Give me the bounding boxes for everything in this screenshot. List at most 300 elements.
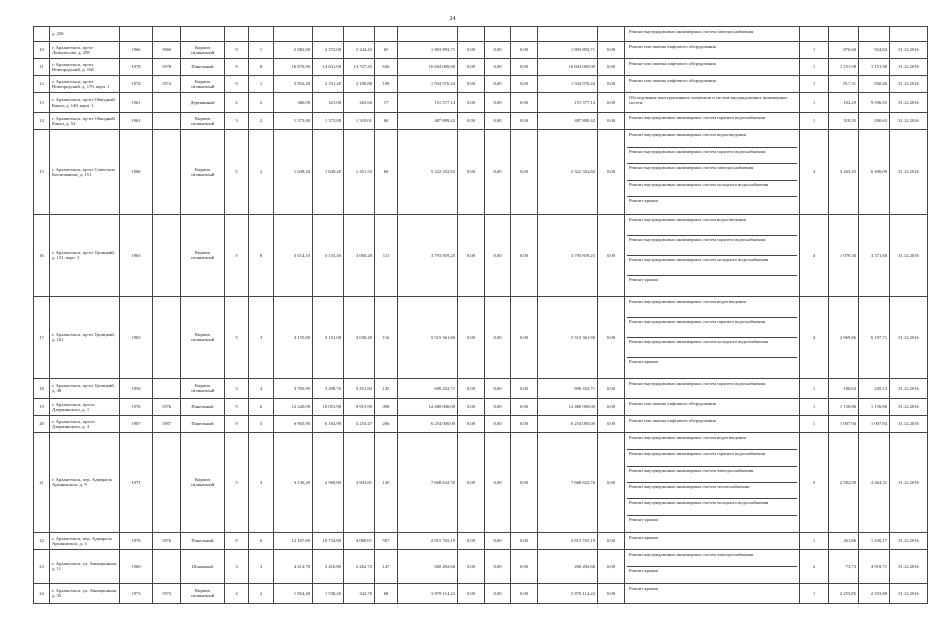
page-number: 24 [449,16,456,22]
cell-z: 0,00 [598,113,625,130]
cell-s1 [398,27,458,42]
cell-fl: 5 [225,296,249,378]
cell-s2: 0,00 [458,76,485,93]
work-item: Ремонт внутридомовых инженерных систем водоотведения [627,298,797,318]
cell-s5: 5 515 361,86 [538,296,598,378]
cell-s1: 5 322 352,82 [398,130,458,215]
cell-n: 23 [34,549,50,583]
cell-address: г. Архангельск, просп. Дзержинского, д. 1 [50,398,120,415]
work-item: Ремонт внутридомовых инженерных систем горячего водоснабжения [627,318,797,338]
cell-en [249,27,274,42]
cell-units: 4 [800,296,829,378]
cell-a1: 1 854,40 [274,583,313,603]
cell-a1: 4 414,70 [274,549,313,583]
cell-a2: 1 573,80 [313,113,344,130]
cell-date: 31.12.2016 [890,130,928,215]
cell-z: 0,00 [598,76,625,93]
work-item: Ремонт внутридомовых инженерных систем холодного водоснабжения [627,499,797,515]
cell-s5: 690 452,71 [538,378,598,398]
cell-date: 31.12.2016 [890,76,928,93]
cell-s3: 0,00 [485,378,511,398]
work-item: Ремонт внутридомовых инженерных систем холодного водоснабжения [627,256,797,276]
cell-date: 31.12.2016 [890,93,928,113]
cell-s5: 151 577,14 [538,93,598,113]
cell-units: 4 [800,214,829,296]
cell-c1: 73,73 [829,549,859,583]
cell-s2: 0,00 [458,432,485,532]
table-row [34,296,928,378]
cell-z: 0,00 [598,214,625,296]
cell-mat: Кирпич силикатный [181,113,225,130]
cell-c1: 817,31 [829,76,859,93]
cell-a2: 2 968,80 [313,432,344,532]
cell-a2: 6 164,90 [313,415,344,432]
cell-s3: 0,00 [485,432,511,532]
works-cell [625,532,800,549]
cell-s5: 7 668 632,76 [538,432,598,532]
table-row [34,214,928,296]
cell-c2: 4 464,31 [859,432,890,532]
works-cell [625,398,800,415]
cell-y1: 1976 [120,532,153,549]
cell-address: г. Архангельск, пр-кт Троицкий, д. 131, корп. 3 [50,214,120,296]
cell-address: г. Архангельск, пер. Адмирала Арханнельск, д. 3 [50,532,120,549]
cell-s4: 0,00 [511,583,538,603]
cell-date: 31.12.2016 [890,378,928,398]
cell-y2 [153,93,181,113]
cell-units: 3 [800,130,829,215]
cell-fl: 9 [225,42,249,59]
cell-c2: 1 430,17 [859,532,890,549]
cell-fl: 9 [225,398,249,415]
cell-res [375,27,398,42]
cell-c1: 1 151,98 [829,59,859,76]
cell-a2: 1 649,20 [313,130,344,215]
cell-mat: Панельный [181,415,225,432]
cell-y2 [153,214,181,296]
cell-n: 19 [34,398,50,415]
work-item: Обследование конструктивных элементов и систем внутридомовых инженерных систем [629,95,788,106]
cell-y1: 1973 [120,583,153,603]
cell-date: 31.12.2016 [890,415,928,432]
cell-s2: 0,00 [458,583,485,603]
cell-c2: 6 197,71 [859,296,890,378]
cell-s3: 0,00 [485,415,511,432]
table-row [34,398,928,415]
cell-date: 31.12.2016 [890,532,928,549]
cell-s5: 487 889,42 [538,113,598,130]
cell-en: 3 [249,415,274,432]
cell-n: 10 [34,42,50,59]
cell-s3: 0,00 [485,398,511,415]
cell-units: 1 [800,113,829,130]
cell-a1: 1 649,20 [274,130,313,215]
cell-s4: 0,00 [511,398,538,415]
cell-c2: 6 496,09 [859,130,890,215]
cell-fl: 9 [225,415,249,432]
cell-z: 0,00 [598,296,625,378]
cell-units: 1 [800,59,829,76]
cell-z: 0,00 [598,415,625,432]
works-cell [625,583,800,603]
table-row [34,549,928,583]
cell-mat: Деревянный [181,93,225,113]
cell-en: 2 [249,113,274,130]
cell-res: 108 [375,76,398,93]
cell-n: 20 [34,415,50,432]
works-cell [625,415,800,432]
cell-c1: 2 582,90 [829,432,859,532]
work-item: Ремонт или замена лифтового оборудования [629,417,716,423]
cell-mat: Панельный [181,59,225,76]
cell-c2: 830,46 [859,76,890,93]
cell-mat: Кирпич силикатный [181,583,225,603]
cell-en: 4 [249,378,274,398]
work-item: Ремонт или замена лифтового оборудования [629,400,716,406]
cell-c2 [859,27,890,42]
table-row [34,93,928,113]
cell-s5: 3 878 114,22 [538,583,598,603]
cell-mat: Кирпич силикатный [181,42,225,59]
table-row [34,130,928,215]
cell-s4: 0,00 [511,93,538,113]
cell-a2: 10 734,80 [313,532,344,549]
cell-s5: 1 934 976,44 [538,76,598,93]
cell-s4: 0,00 [511,432,538,532]
cell-fl: 9 [225,76,249,93]
cell-n: 17 [34,296,50,378]
cell-s2: 0,00 [458,378,485,398]
cell-s1: 7 668 632,76 [398,432,458,532]
table-row [34,415,928,432]
cell-s1: 1 934 976,44 [398,76,458,93]
cell-a2: 321,00 [313,93,344,113]
cell-mat: Кирпич силикатный [181,432,225,532]
cell-units: 1 [800,398,829,415]
cell-s3: 0,00 [485,113,511,130]
cell-units: 2 [800,549,829,583]
cell-s3: 0,00 [485,214,511,296]
cell-s3 [485,27,511,42]
cell-a3: 3 451,84 [344,378,375,398]
cell-c1: 3 265,25 [829,130,859,215]
cell-s1: 487 889,42 [398,113,458,130]
cell-z: 0,00 [598,130,625,215]
cell-date: 31.12.2016 [890,113,928,130]
cell-y1: 1956 [120,378,153,398]
cell-fl: 9 [225,59,249,76]
cell-c1: 1 150,86 [829,398,859,415]
cell-a3: 13 727,45 [344,59,375,76]
work-item: Ремонт внутридомовых инженерных систем электроснабжения [629,29,754,34]
cell-y1: 1961 [120,113,153,130]
cell-a2: 1 538,20 [313,583,344,603]
cell-res: 69 [375,130,398,215]
cell-date: 31.12.2016 [890,549,928,583]
work-item: Ремонт крыши [629,276,658,282]
cell-en: 6 [249,398,274,415]
cell-s4: 0,00 [511,532,538,549]
cell-c2: 924,84 [859,42,890,59]
cell-s1: 3 878 114,22 [398,583,458,603]
cell-s2: 0,00 [458,296,485,378]
cell-c2: 1 151,98 [859,59,890,76]
cell-mat: Кирпич силикатный [181,214,225,296]
cell-s2: 0,00 [458,59,485,76]
work-item: Ремонт внутридомовых инженерных систем горячего водоснабжения [629,115,766,120]
cell-s3: 0,00 [485,76,511,93]
cell-en: 2 [249,583,274,603]
cell-fl: 3 [225,113,249,130]
cell-n: 18 [34,378,50,398]
cell-s1: 3 793 859,25 [398,214,458,296]
cell-s2: 0,00 [458,549,485,583]
cell-y2: 1974 [153,76,181,93]
cell-c1: 186,63 [829,378,859,398]
cell-a2: 3 498,76 [313,378,344,398]
cell-mat: Кирпич силикатный [181,296,225,378]
cell-s5: 1 803 893,71 [538,42,598,59]
cell-y2 [153,549,181,583]
cell-a1: 3 614,10 [274,214,313,296]
cell-z [598,27,625,42]
cell-a3: 4 080,01 [344,532,375,549]
work-item: Ремонт внутридомовых инженерных систем электроснабжения [627,467,797,483]
cell-address: д. 256 [50,27,120,42]
cell-s2: 0,00 [458,398,485,415]
cell-res: 636 [375,59,398,76]
cell-s1: 260 492,66 [398,549,458,583]
cell-c1: 2 969,86 [829,296,859,378]
cell-n: 24 [34,583,50,603]
cell-a3: 265,60 [344,93,375,113]
cell-res: 145 [375,432,398,532]
cell-y2: 1978 [153,59,181,76]
work-item: Ремонт или замена лифтового оборудования [629,78,716,83]
cell-y1: 1966 [120,42,153,59]
cell-a3: 2 244,43 [344,42,375,59]
cell-y1: 1987 [120,415,153,432]
table-row [34,583,928,603]
cell-address: г. Архангельск, пр-кт Новгородский, д. 170, корп. 1 [50,76,120,93]
cell-a3: 9 915,90 [344,398,375,415]
table-row [34,27,928,42]
cell-n: 14 [34,113,50,130]
cell-s3: 0,00 [485,549,511,583]
works-cell [625,130,800,215]
cell-y1: 1965 [120,296,153,378]
works-cell [625,549,800,583]
cell-s4 [511,27,538,42]
works-cell [625,93,800,113]
cell-s3: 0,00 [485,583,511,603]
cell-s3: 0,00 [485,296,511,378]
cell-units [800,27,829,42]
work-item: Ремонт крыши [629,585,658,591]
cell-address: г. Архангельск, пр-кт Обводный Канал, д. 54 [50,113,120,130]
cell-s4: 0,00 [511,378,538,398]
cell-s4: 0,00 [511,42,538,59]
cell-n: 22 [34,532,50,549]
cell-n: 16 [34,214,50,296]
cell-s3: 0,00 [485,93,511,113]
cell-z: 0,00 [598,532,625,549]
work-item: Ремонт внутридомовых инженерных систем водоотведения [627,434,797,450]
cell-c1: 1 007,94 [829,415,859,432]
cell-fl: 5 [225,130,249,215]
cell-n [34,27,50,42]
cell-z: 0,00 [598,378,625,398]
work-item: Ремонт внутридомовых инженерных систем горячего водоснабжения [627,450,797,466]
cell-mat: Панельный [181,532,225,549]
cell-s5: 260 492,66 [538,549,598,583]
cell-a1: 12 220,00 [274,398,313,415]
cell-mat: Панельный [181,398,225,415]
cell-a3: 4 253,47 [344,415,375,432]
cell-a2: 2 331,20 [313,76,344,93]
cell-address: г. Архангельск, пр-кт Новгородский, д. 168 [50,59,120,76]
cell-n: 11 [34,59,50,76]
cell-en: 2 [249,130,274,215]
cell-y2 [153,432,181,532]
cell-n: 15 [34,130,50,215]
cell-fl: 2 [225,93,249,113]
cell-z: 0,00 [598,549,625,583]
table-row [34,42,928,59]
table-row [34,113,928,130]
cell-y2 [153,378,181,398]
cell-en: 8 [249,214,274,296]
cell-c1: 1 079,36 [829,214,859,296]
cell-address: г. Архангельск, просп. Дзержинского, д. 3 [50,415,120,432]
cell-a1: 386,00 [274,93,313,113]
cell-s2: 0,00 [458,415,485,432]
cell-units: 1 [800,93,829,113]
cell-c1: 261,86 [829,532,859,549]
cell-a2: 14 631,00 [313,59,344,76]
cell-en: 3 [249,296,274,378]
cell-units: 1 [800,42,829,59]
cell-a1: 3 130,20 [274,432,313,532]
work-item: Ремонт крыши [629,198,658,204]
cell-y2: 1976 [153,532,181,549]
cell-res: 68 [375,583,398,603]
cell-z: 0,00 [598,59,625,76]
cell-en: 8 [249,59,274,76]
work-item: Ремонт внутридомовых инженерных систем водоотведения [627,131,797,148]
cell-en: 1 [249,42,274,59]
cell-s1: 151 577,14 [398,93,458,113]
table-row [34,378,928,398]
works-cell [625,27,800,42]
cell-address: г. Архангельск, пр-кт Советских Космонавтов, д. 151 [50,130,120,215]
cell-c2: 2 533,88 [859,583,890,603]
cell-date: 31.12.2016 [890,296,928,378]
cell-y1: 1978 [120,59,153,76]
cell-mat: Кирпич силикатный [181,76,225,93]
cell-y2: 1973 [153,583,181,603]
cell-a1: 12 167,80 [274,532,313,549]
cell-s4: 0,00 [511,130,538,215]
cell-fl: 5 [225,214,249,296]
cell-a2: 3 416,80 [313,549,344,583]
cell-fl: 4 [225,583,249,603]
work-item: Ремонт внутридомовых инженерных систем холодного водоснабжения [627,338,797,358]
cell-y2: 1966 [153,42,181,59]
cell-address: г. Архангельск, пр-кт Обводный Канал, д. 148, корп. 1 [50,93,120,113]
cell-fl: 3 [225,378,249,398]
cell-s4: 0,00 [511,59,538,76]
cell-a1: 3 155,80 [274,296,313,378]
cell-c2: 4 918,71 [859,549,890,583]
cell-res: 65 [375,42,398,59]
cell-s2: 0,00 [458,42,485,59]
cell-z: 0,00 [598,398,625,415]
cell-address: г. Архангельск, пр-кт Ломоносова, д. 258 [50,42,120,59]
cell-units: 1 [800,76,829,93]
cell-fl [225,27,249,42]
work-item: Ремонт внутридомовых инженерных систем горячего водоснабжения [627,236,797,256]
cell-date: 31.12.2016 [890,42,928,59]
work-item: Ремонт внутридомовых инженерных систем горячего водоснабжения [627,148,797,165]
cell-a3: 3 060,20 [344,214,375,296]
cell-mat: Кирпич силикатный [181,130,225,215]
cell-y2 [153,27,181,42]
cell-date: 31.12.2016 [890,214,928,296]
works-cell [625,59,800,76]
repair-program-table [33,26,928,604]
cell-units: 1 [800,378,829,398]
cell-units: 1 [800,583,829,603]
cell-s4: 0,00 [511,415,538,432]
cell-y1: 1976 [120,398,153,415]
cell-a1: 1 573,80 [274,113,313,130]
cell-a1: 2 882,80 [274,42,313,59]
cell-c1: 318,35 [829,113,859,130]
cell-y2: 1987 [153,415,181,432]
cell-s4: 0,00 [511,549,538,583]
work-item: Ремонт внутридомовых инженерных систем электроснабжения [627,551,797,567]
cell-s2: 0,00 [458,113,485,130]
table-row [34,76,928,93]
cell-s2 [458,27,485,42]
work-item: Ремонт внутридомовых инженерных систем горячего водоснабжения [629,380,766,386]
cell-mat: Кирпич силикатный [181,378,225,398]
cell-en: 3 [249,549,274,583]
cell-s1: 6 254 000,00 [398,415,458,432]
works-cell [625,113,800,130]
cell-s5: 2 815 765,19 [538,532,598,549]
cell-date [890,27,928,42]
cell-s4: 0,00 [511,76,538,93]
cell-s3: 0,00 [485,42,511,59]
cell-s1: 12 480 000,00 [398,398,458,415]
cell-address: г. Архангельск, ул. Авиационная, д. 35 [50,583,120,603]
cell-a1: 6 803,90 [274,415,313,432]
cell-en: 1 [249,76,274,93]
cell-s4: 0,00 [511,296,538,378]
cell-a3: 1 318,01 [344,113,375,130]
table-row [34,432,928,532]
cell-y1: 1960 [120,549,153,583]
cell-address: г. Архангельск, пер. Адмирала Арханнельск, д. 9 [50,432,120,532]
cell-z: 0,00 [598,42,625,59]
cell-res: 266 [375,415,398,432]
cell-s5: 16 604 000,00 [538,59,598,76]
cell-s1: 1 803 893,71 [398,42,458,59]
cell-a2: 10 051,90 [313,398,344,415]
cell-a3: 2 190,80 [344,76,375,93]
